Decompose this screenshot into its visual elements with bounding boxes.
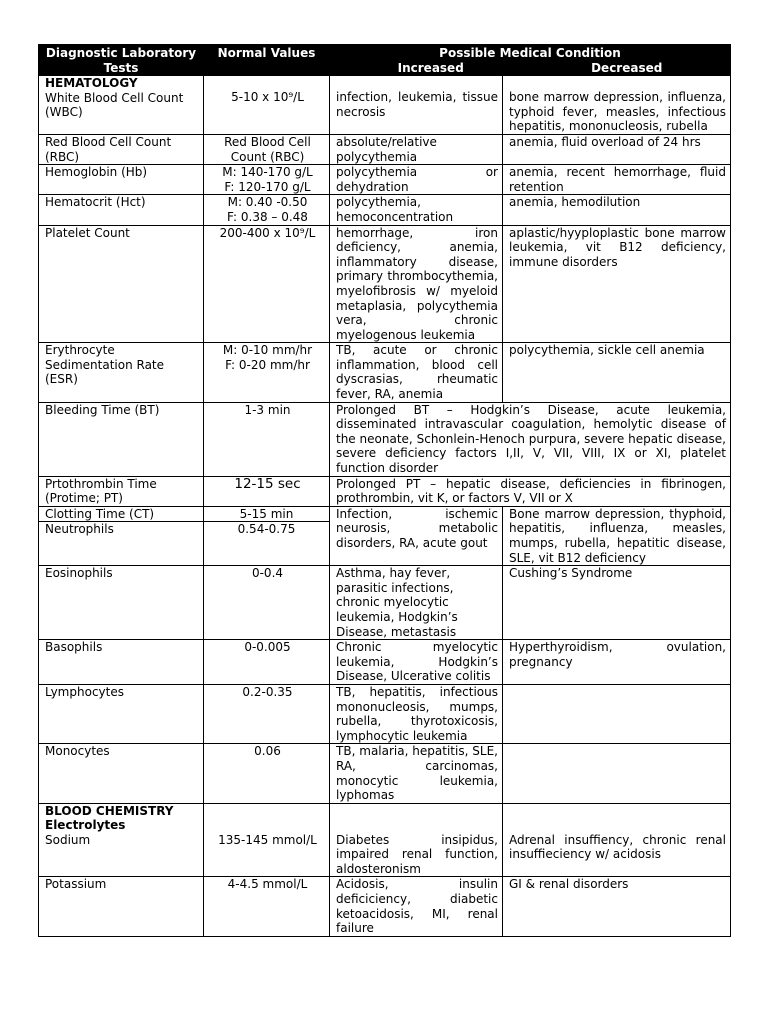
table-row-platelet <box>39 225 731 343</box>
normal-value: 0-0.4 <box>204 566 330 640</box>
test-name: Neutrophils <box>45 522 114 537</box>
increased-conditions: Diabetes insipidus, impaired renal function, aldosteronism <box>336 832 498 876</box>
test-name: Platelet Count <box>39 225 204 343</box>
normal-value: 135-145 mmol/L <box>218 832 317 847</box>
increased-conditions: polycythemia, hemoconcentration <box>330 195 503 225</box>
table-row-rbc <box>39 134 731 164</box>
normal-value: 5-10 x 10⁹/L <box>231 90 304 105</box>
condition-text: Prolonged PT – hepatic disease, deficiencies in fibrinogen, prothrombin, vit K, or factors V, VII or X <box>330 476 731 506</box>
increased-conditions: TB, acute or chronic inflammation, blood cell dyscrasias, rheumatic fever, RA, anemia <box>330 343 503 402</box>
test-name: Lymphocytes <box>39 684 204 743</box>
decreased-conditions: bone marrow depression, influenza, typhoid fever, measles, infectious hepatitis, mononucleosis, rubella <box>509 90 726 134</box>
decreased-conditions <box>503 744 731 803</box>
header-condition-label: Possible Medical Condition <box>439 46 621 60</box>
test-name: Monocytes <box>39 744 204 803</box>
test-name: Prtothrombin Time (Protime; PT) <box>39 476 204 506</box>
test-name: Red Blood Cell Count (RBC) <box>39 134 204 164</box>
table-row-potassium <box>39 877 731 936</box>
normal-value: 0.54-0.75 <box>237 522 296 537</box>
normal-value: M: 140-170 g/L F: 120-170 g/L <box>204 165 330 195</box>
lab-values-table <box>38 44 731 937</box>
decreased-conditions <box>503 684 731 743</box>
header-increased: Increased <box>397 60 464 75</box>
test-name: Basophils <box>39 640 204 685</box>
test-name: Eosinophils <box>39 566 204 640</box>
table-row-esr <box>39 343 731 402</box>
decreased-conditions: Adrenal insuffiency, chronic renal insuffieciency w/ acidosis <box>509 832 726 862</box>
test-name: Sodium <box>45 832 91 847</box>
test-name: White Blood Cell Count (WBC) <box>45 90 184 120</box>
decreased-conditions: anemia, recent hemorrhage, fluid retention <box>503 165 731 195</box>
normal-value: 1-3 min <box>204 402 330 476</box>
normal-value: 0.2-0.35 <box>204 684 330 743</box>
test-name: Clotting Time (CT) <box>39 507 203 523</box>
table-row-wbc <box>39 76 731 135</box>
section-hematology: HEMATOLOGY <box>45 76 138 91</box>
header-row <box>39 45 731 76</box>
decreased-conditions: aplastic/hyyploplastic bone marrow leukemia, vit B12 deficiency, immune disorders <box>503 225 731 343</box>
table-row-monocytes <box>39 744 731 803</box>
table-row-sodium <box>39 803 731 877</box>
increased-conditions: TB, hepatitis, infectious mononucleosis, mumps, rubella, thyrotoxicosis, lymphocytic leukemia <box>330 684 503 743</box>
increased-conditions: absolute/relative polycythemia <box>330 134 503 164</box>
decreased-conditions: Bone marrow depression, thyphoid, hepatitis, influenza, measles, mumps, rubella, hepatitic disease, SLE, vit B12 deficiency <box>503 506 731 565</box>
header-decreased: Decreased <box>591 60 663 75</box>
table-row-ct-neutrophils <box>39 506 731 565</box>
normal-value: 12-15 sec <box>204 476 330 506</box>
subsection-electrolytes: Electrolytes <box>45 818 126 833</box>
increased-conditions: Infection, ischemic neurosis, metabolic disorders, RA, acute gout <box>330 506 503 565</box>
decreased-conditions: Cushing’s Syndrome <box>503 566 731 640</box>
test-name: Erythrocyte Sedimentation Rate (ESR) <box>39 343 204 402</box>
table-row-pt <box>39 476 731 506</box>
normal-value: M: 0-10 mm/hr F: 0-20 mm/hr <box>204 343 330 402</box>
normal-value: Red Blood Cell Count (RBC) <box>204 134 330 164</box>
test-name: Hemoglobin (Hb) <box>39 165 204 195</box>
header-normal: Normal Values <box>204 45 330 76</box>
test-name: Hematocrit (Hct) <box>39 195 204 225</box>
increased-conditions: Chronic myelocytic leukemia, Hodgkin’s Disease, Ulcerative colitis <box>330 640 503 685</box>
test-name: Potassium <box>39 877 204 936</box>
section-blood-chemistry: BLOOD CHEMISTRY <box>45 803 174 818</box>
decreased-conditions: anemia, hemodilution <box>503 195 731 225</box>
test-name: Bleeding Time (BT) <box>39 402 204 476</box>
increased-conditions: hemorrhage, iron deficiency, anemia, inflammatory disease, primary thrombocythemia, myelofibrosis w/ myeloid metaplasia, polycythemia vera, chronic myelogenous leukemia <box>330 225 503 343</box>
table-row-basophils <box>39 640 731 685</box>
normal-value: 0.06 <box>204 744 330 803</box>
decreased-conditions: anemia, fluid overload of 24 hrs <box>503 134 731 164</box>
decreased-conditions: polycythemia, sickle cell anemia <box>503 343 731 402</box>
increased-conditions: Acidosis, insulin deficiciency, diabetic ketoacidosis, MI, renal failure <box>330 877 503 936</box>
condition-text: Prolonged BT – Hodgkin’s Disease, acute leukemia, disseminated intravascular coagulation, hemolytic disease of the neonate, Schonlein-Henoch purpura, severe hepatic disease, severe deficiency factors I,II, V, VII, VIII, IX or XI, platelet function disorder <box>330 402 731 476</box>
increased-conditions: TB, malaria, hepatitis, SLE, RA, carcinomas, monocytic leukemia, lyphomas <box>330 744 503 803</box>
table-row-bt <box>39 402 731 476</box>
increased-conditions: infection, leukemia, tissue necrosis <box>336 90 498 119</box>
header-condition <box>330 45 731 76</box>
increased-conditions: polycythemia or dehydration <box>330 165 503 195</box>
table-row-hct <box>39 195 731 225</box>
table-row-lymphocytes <box>39 684 731 743</box>
table-row-eosinophils <box>39 566 731 640</box>
normal-value: 4-4.5 mmol/L <box>204 877 330 936</box>
table-row-hb <box>39 165 731 195</box>
header-test: Diagnostic Laboratory Tests <box>39 45 204 76</box>
normal-value: M: 0.40 -0.50 F: 0.38 – 0.48 <box>204 195 330 225</box>
normal-value: 0-0.005 <box>204 640 330 685</box>
increased-conditions: Asthma, hay fever, parasitic infections, chronic myelocytic leukemia, Hodgkin’s Disease, metastasis <box>330 566 503 640</box>
decreased-conditions: Hyperthyroidism, ovulation, pregnancy <box>503 640 731 685</box>
decreased-conditions: GI & renal disorders <box>503 877 731 936</box>
normal-value: 200-400 x 10⁹/L <box>204 225 330 343</box>
normal-value: 5-15 min <box>204 507 329 523</box>
